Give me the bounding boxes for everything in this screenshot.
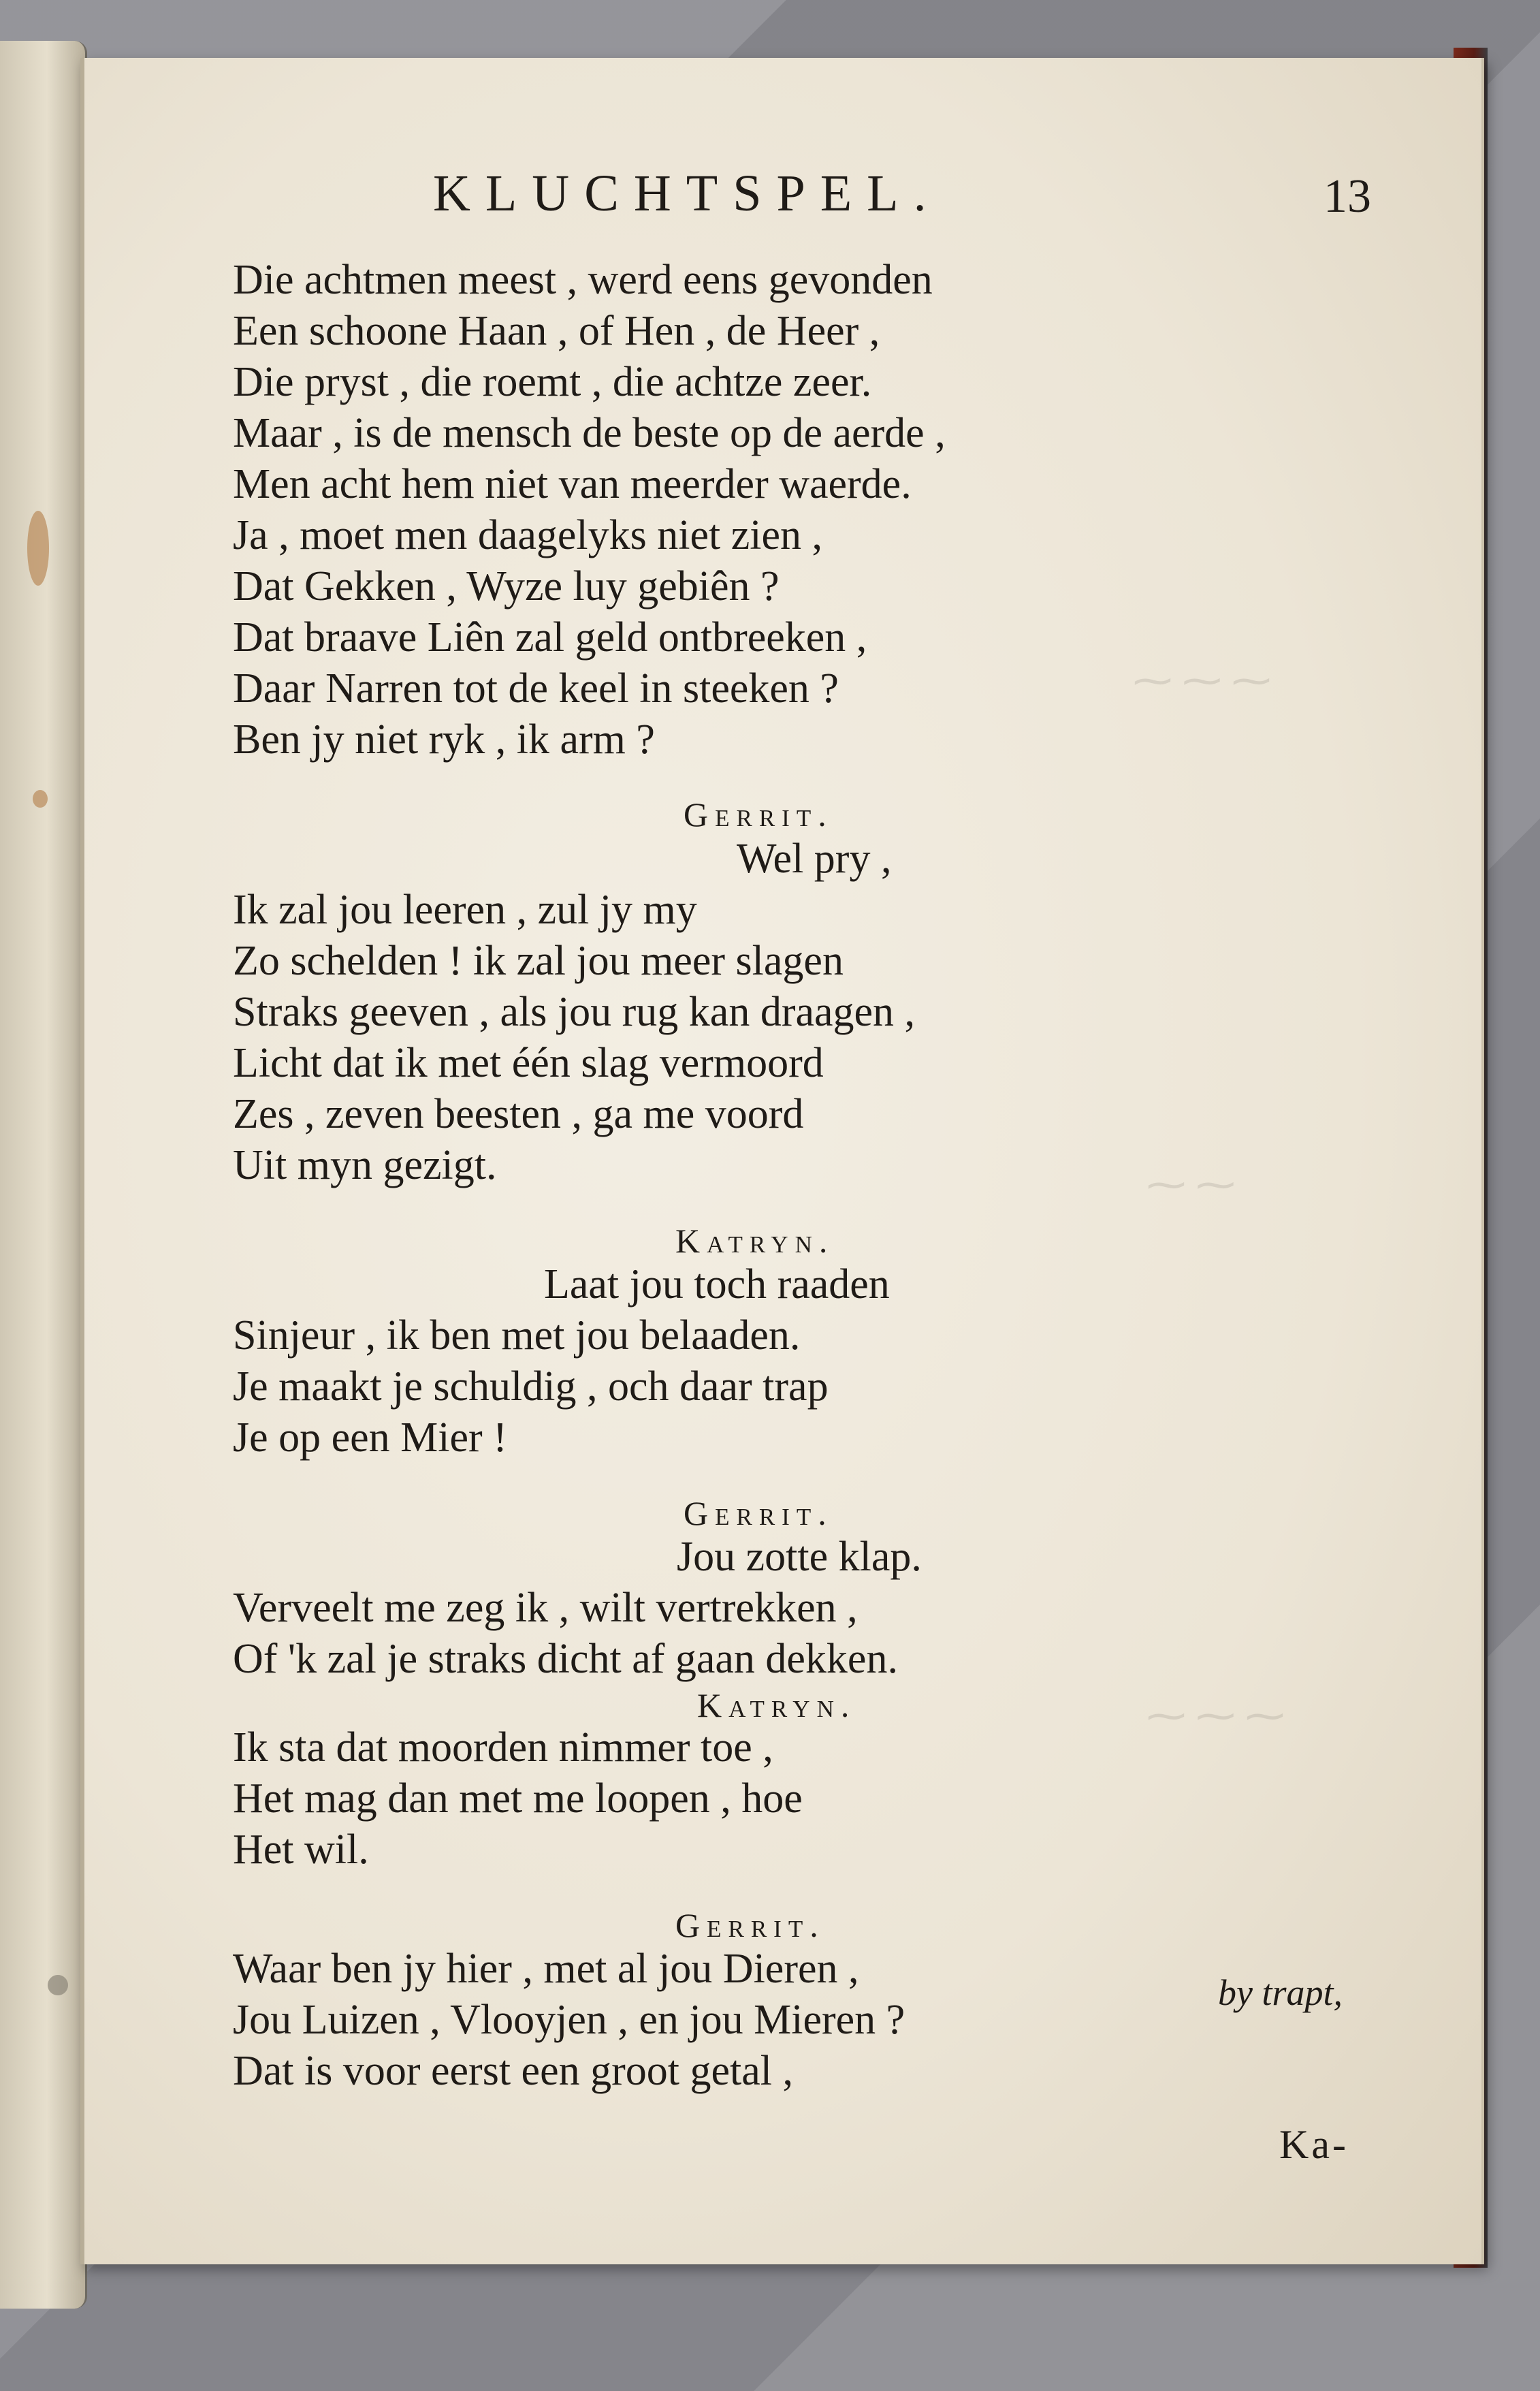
page-number: 13 xyxy=(1324,170,1371,223)
verse-line: Ik sta dat moorden nimmer toe , xyxy=(233,1724,773,1771)
verse-line: Een schoone Haan , of Hen , de Heer , xyxy=(233,308,880,354)
verse-line: Verveelt me zeg ik , wilt vertrekken , xyxy=(233,1585,858,1631)
stage-direction: by trapt, xyxy=(1218,1972,1343,2013)
verse-line: Licht dat ik met één slag vermoord xyxy=(233,1040,824,1086)
verse-line: Dat braave Liên zal geld ontbreeken , xyxy=(233,614,867,661)
foxing-stain xyxy=(27,511,49,586)
verse-line: Waar ben jy hier , met al jou Dieren , xyxy=(233,1946,859,1992)
verse-line: Jou zotte klap. xyxy=(677,1534,922,1580)
verse-line: Ik zal jou leeren , zul jy my xyxy=(233,887,697,933)
running-head: KLUCHTSPEL. xyxy=(433,165,942,222)
foxing-stain xyxy=(33,790,48,808)
speaker-name: Gerrit. xyxy=(684,795,833,834)
verse-line: Straks geeven , als jou rug kan draagen , xyxy=(233,989,916,1035)
verse-line: Je op een Mier ! xyxy=(233,1414,507,1461)
verse-line: Maar , is de mensch de beste op de aerde , xyxy=(233,410,946,456)
book-page xyxy=(80,58,1484,2264)
verse-line: Zo schelden ! ik zal jou meer slagen xyxy=(233,938,844,984)
verse-line: Zes , zeven beesten , ga me voord xyxy=(233,1091,804,1137)
verse-line: Die pryst , die roemt , die achtze zeer. xyxy=(233,359,872,405)
verse-line: Of 'k zal je straks dicht af gaan dekken. xyxy=(233,1636,898,1682)
show-through-text: ⁓ ⁓ ⁓ xyxy=(1133,659,1271,703)
verse-line: Ben jy niet ryk , ik arm ? xyxy=(233,716,655,763)
verse-line: Het mag dan met me loopen , hoe xyxy=(233,1775,803,1822)
verse-line: Wel pry , xyxy=(737,836,892,882)
verse-line: Dat Gekken , Wyze luy gebiên ? xyxy=(233,563,780,609)
speaker-name: Katryn. xyxy=(675,1222,835,1260)
verse-line: Je maakt je schuldig , och daar trap xyxy=(233,1363,829,1410)
speaker-name: Katryn. xyxy=(697,1686,856,1724)
foxing-stain xyxy=(48,1975,68,1995)
facing-page-edge xyxy=(0,41,87,2309)
verse-line: Men acht hem niet van meerder waerde. xyxy=(233,461,912,507)
show-through-text: ⁓ ⁓ xyxy=(1146,1162,1236,1207)
speaker-name: Gerrit. xyxy=(675,1906,825,1944)
verse-line: Daar Narren tot de keel in steeken ? xyxy=(233,665,839,712)
verse-line: Laat jou toch raaden xyxy=(544,1261,890,1308)
verse-line: Uit myn gezigt. xyxy=(233,1142,497,1188)
verse-line: Het wil. xyxy=(233,1826,369,1873)
verse-line: Sinjeur , ik ben met jou belaaden. xyxy=(233,1312,801,1359)
verse-line: Ja , moet men daagelyks niet zien , xyxy=(233,512,823,558)
verse-line: Die achtmen meest , werd eens gevonden xyxy=(233,257,933,303)
verse-line: Jou Luizen , Vlooyjen , en jou Mieren ? xyxy=(233,1997,905,2043)
speaker-name: Gerrit. xyxy=(684,1494,833,1532)
show-through-text: ⁓ ⁓ ⁓ xyxy=(1146,1694,1285,1738)
catchword: Ka- xyxy=(1279,2122,1349,2167)
verse-line: Dat is voor eerst een groot getal , xyxy=(233,2048,793,2094)
